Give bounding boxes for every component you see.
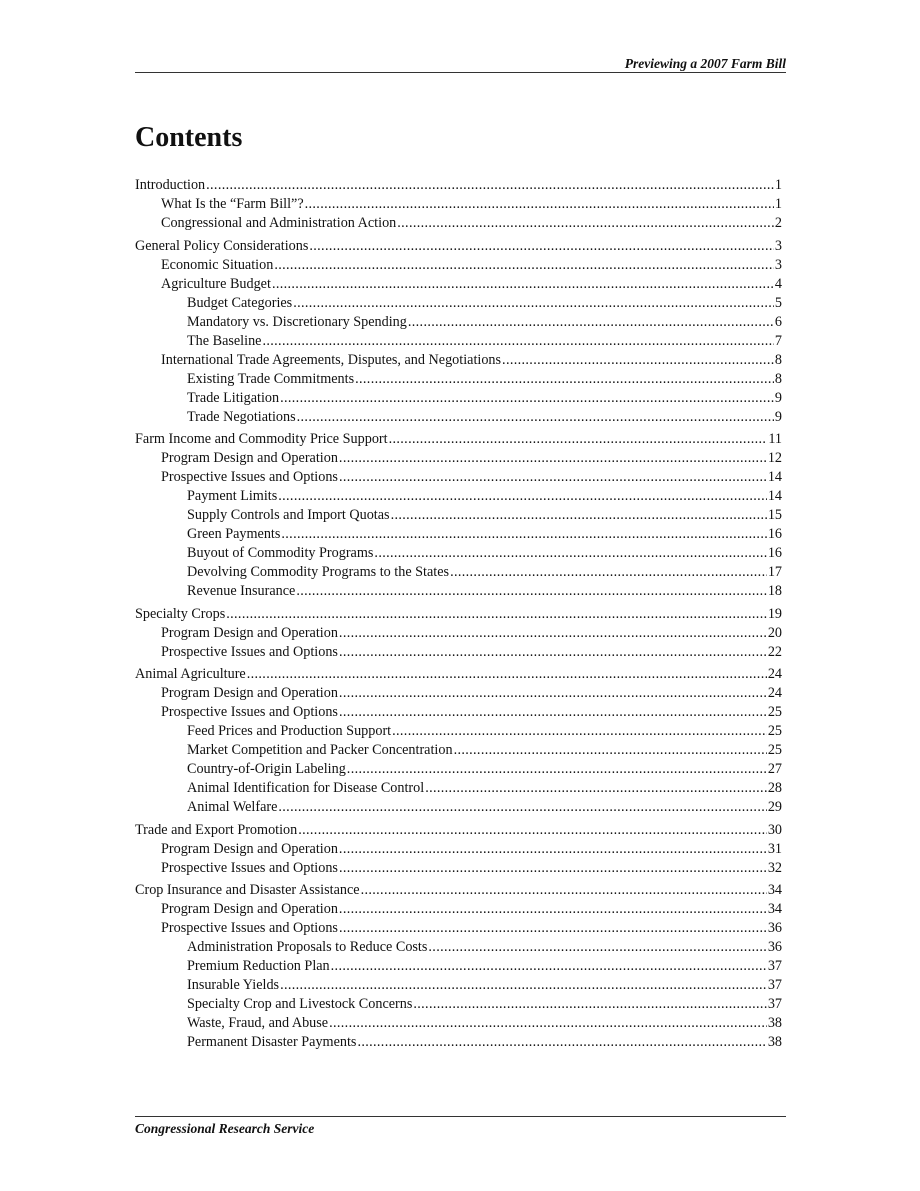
toc-entry-page-number: 14 xyxy=(767,469,782,485)
toc-entry-title: Prospective Issues and Options xyxy=(161,859,338,876)
toc-entry-page-number: 5 xyxy=(774,294,782,311)
toc-dot-leader xyxy=(331,957,767,976)
toc-entry[interactable] xyxy=(135,449,782,468)
toc-entry-page-number: 18 xyxy=(767,583,782,599)
toc-entry-page-number: 25 xyxy=(767,742,782,758)
toc-entry-page-number: 24 xyxy=(767,685,782,701)
toc-entry-page-number: 9 xyxy=(774,389,782,406)
toc-entry[interactable] xyxy=(135,195,782,214)
toc-entry-title: Introduction xyxy=(135,177,206,193)
toc-entry-page-number: 22 xyxy=(767,643,782,660)
footer-organization: Congressional Research Service xyxy=(135,1121,315,1136)
toc-entry-title: Program Design and Operation xyxy=(161,840,338,857)
toc-dot-leader xyxy=(280,389,774,408)
toc-entry-page-number: 24 xyxy=(767,666,782,682)
toc-entry-title: Animal Identification for Disease Control xyxy=(187,780,425,796)
toc-dot-leader xyxy=(339,840,767,859)
toc-entry-page-number: 32 xyxy=(767,859,782,876)
toc-dot-leader xyxy=(339,703,767,722)
toc-entry-page-number: 25 xyxy=(767,723,782,739)
toc-entry[interactable] xyxy=(135,506,782,525)
toc-entry-page-number: 17 xyxy=(767,564,782,580)
toc-dot-leader xyxy=(502,351,774,370)
toc-entry-title: The Baseline xyxy=(187,332,262,349)
toc-entry[interactable] xyxy=(135,760,782,779)
page-title: Contents xyxy=(135,122,243,153)
toc-dot-leader xyxy=(339,919,767,938)
toc-entry-title: Program Design and Operation xyxy=(161,685,338,701)
toc-entry[interactable] xyxy=(135,313,782,332)
toc-entry-title: Country-of-Origin Labeling xyxy=(187,761,346,777)
toc-entry-page-number: 37 xyxy=(767,958,782,974)
toc-dot-leader xyxy=(454,741,767,760)
toc-entry[interactable] xyxy=(135,624,782,643)
toc-entry[interactable] xyxy=(135,1033,782,1052)
toc-entry-page-number: 16 xyxy=(767,526,782,542)
toc-entry-title: Feed Prices and Production Support xyxy=(187,723,392,739)
toc-entry[interactable] xyxy=(135,237,782,256)
toc-entry-title: Congressional and Administration Action xyxy=(161,215,397,231)
toc-dot-leader xyxy=(296,582,766,601)
toc-dot-leader xyxy=(339,643,767,662)
toc-entry-page-number: 11 xyxy=(768,431,782,447)
toc-entry-page-number: 8 xyxy=(774,370,782,387)
toc-entry-title: Program Design and Operation xyxy=(161,901,338,917)
toc-dot-leader xyxy=(339,624,767,643)
toc-entry-title: Crop Insurance and Disaster Assistance xyxy=(135,882,360,898)
toc-entry-page-number: 31 xyxy=(767,840,782,857)
toc-entry-page-number: 7 xyxy=(774,332,782,349)
toc-entry-title: International Trade Agreements, Disputes, and Negotiations xyxy=(161,351,502,368)
toc-dot-leader xyxy=(280,976,767,995)
toc-entry-page-number: 6 xyxy=(774,313,782,330)
toc-dot-leader xyxy=(397,214,774,233)
toc-entry-page-number: 15 xyxy=(767,507,782,523)
toc-entry[interactable] xyxy=(135,332,782,351)
toc-entry[interactable] xyxy=(135,643,782,662)
toc-dot-leader xyxy=(206,176,774,195)
toc-entry-title: Specialty Crops xyxy=(135,605,226,622)
toc-dot-leader xyxy=(361,881,767,900)
toc-entry-title: Prospective Issues and Options xyxy=(161,704,338,720)
toc-entry-page-number: 20 xyxy=(767,624,782,641)
toc-entry-page-number: 30 xyxy=(767,821,782,838)
toc-dot-leader xyxy=(413,995,766,1014)
toc-entry-title: Payment Limits xyxy=(187,488,278,504)
toc-entry-page-number: 4 xyxy=(774,275,782,292)
toc-entry-title: Economic Situation xyxy=(161,256,274,273)
toc-dot-leader xyxy=(450,563,767,582)
toc-entry-page-number: 25 xyxy=(767,704,782,720)
toc-dot-leader xyxy=(339,449,767,468)
toc-entry-page-number: 3 xyxy=(774,237,782,254)
toc-entry[interactable] xyxy=(135,938,782,957)
toc-dot-leader xyxy=(355,370,774,389)
toc-entry-page-number: 28 xyxy=(767,780,782,796)
toc-entry[interactable] xyxy=(135,1014,782,1033)
toc-entry-title: Program Design and Operation xyxy=(161,450,338,466)
toc-entry[interactable] xyxy=(135,563,782,582)
toc-entry[interactable] xyxy=(135,605,782,624)
toc-dot-leader xyxy=(293,294,774,313)
toc-entry-page-number: 9 xyxy=(774,408,782,425)
toc-entry-title: Devolving Commodity Programs to the States xyxy=(187,564,450,580)
toc-entry-title: Prospective Issues and Options xyxy=(161,643,338,660)
toc-entry[interactable] xyxy=(135,582,782,601)
toc-entry[interactable] xyxy=(135,881,782,900)
toc-entry[interactable] xyxy=(135,389,782,408)
toc-entry[interactable] xyxy=(135,684,782,703)
toc-dot-leader xyxy=(408,313,774,332)
toc-entry[interactable] xyxy=(135,275,782,294)
toc-entry[interactable] xyxy=(135,430,782,449)
toc-entry-title: Insurable Yields xyxy=(187,977,280,993)
toc-entry-title: Revenue Insurance xyxy=(187,583,296,599)
toc-entry[interactable] xyxy=(135,722,782,741)
toc-entry-page-number: 8 xyxy=(774,351,782,368)
toc-entry-page-number: 12 xyxy=(767,450,782,466)
toc-entry-title: Administration Proposals to Reduce Costs xyxy=(187,939,428,955)
toc-entry[interactable] xyxy=(135,294,782,313)
toc-entry-page-number: 1 xyxy=(774,177,782,193)
toc-entry[interactable] xyxy=(135,525,782,544)
toc-entry-title: Agriculture Budget xyxy=(161,275,271,292)
toc-dot-leader xyxy=(274,256,774,275)
toc-entry-page-number: 1 xyxy=(774,196,782,212)
toc-entry-title: Specialty Crop and Livestock Concerns xyxy=(187,996,413,1012)
toc-entry-page-number: 2 xyxy=(774,215,782,231)
toc-dot-leader xyxy=(272,275,774,294)
toc-entry-title: Program Design and Operation xyxy=(161,624,338,641)
toc-entry[interactable] xyxy=(135,859,782,878)
toc-dot-leader xyxy=(339,859,767,878)
toc-entry-title: Premium Reduction Plan xyxy=(187,958,330,974)
toc-entry-page-number: 36 xyxy=(767,920,782,936)
running-header: Previewing a 2007 Farm Bill xyxy=(624,56,786,71)
toc-dot-leader xyxy=(374,544,766,563)
toc-entry-title: What Is the “Farm Bill”? xyxy=(161,196,304,212)
toc-dot-leader xyxy=(391,506,767,525)
toc-entry[interactable] xyxy=(135,544,782,563)
toc-entry[interactable] xyxy=(135,779,782,798)
toc-dot-leader xyxy=(298,821,767,840)
toc-entry[interactable] xyxy=(135,408,782,427)
toc-dot-leader xyxy=(339,900,767,919)
toc-entry-title: Trade Litigation xyxy=(187,389,280,406)
toc-dot-leader xyxy=(262,332,773,351)
toc-entry[interactable] xyxy=(135,665,782,684)
toc-entry-page-number: 16 xyxy=(767,545,782,561)
toc-entry[interactable] xyxy=(135,487,782,506)
toc-dot-leader xyxy=(305,195,774,214)
toc-dot-leader xyxy=(339,468,767,487)
toc-entry-page-number: 34 xyxy=(767,882,782,898)
toc-entry-title: Budget Categories xyxy=(187,294,293,311)
toc-entry-page-number: 34 xyxy=(767,901,782,917)
toc-entry-title: Trade and Export Promotion xyxy=(135,821,298,838)
toc-dot-leader xyxy=(425,779,767,798)
toc-entry[interactable] xyxy=(135,976,782,995)
toc-entry-title: Trade Negotiations xyxy=(187,408,296,425)
toc-entry[interactable] xyxy=(135,995,782,1014)
toc-entry[interactable] xyxy=(135,468,782,487)
toc-entry[interactable] xyxy=(135,840,782,859)
toc-entry-title: Permanent Disaster Payments xyxy=(187,1034,357,1050)
toc-entry[interactable] xyxy=(135,919,782,938)
toc-dot-leader xyxy=(309,237,774,256)
toc-entry-page-number: 29 xyxy=(767,799,782,815)
toc-entry-title: Existing Trade Commitments xyxy=(187,370,355,387)
toc-dot-leader xyxy=(392,722,767,741)
toc-entry[interactable] xyxy=(135,741,782,760)
toc-dot-leader xyxy=(339,684,767,703)
toc-entry-page-number: 36 xyxy=(767,939,782,955)
toc-entry-page-number: 19 xyxy=(767,605,782,622)
toc-dot-leader xyxy=(428,938,766,957)
toc-entry[interactable] xyxy=(135,370,782,389)
toc-entry[interactable] xyxy=(135,703,782,722)
toc-entry-title: Waste, Fraud, and Abuse xyxy=(187,1015,329,1031)
toc-entry[interactable] xyxy=(135,176,782,195)
toc-dot-leader xyxy=(357,1033,766,1052)
toc-entry-page-number: 37 xyxy=(767,977,782,993)
toc-dot-leader xyxy=(347,760,767,779)
header-rule xyxy=(135,72,786,73)
toc-entry-title: Farm Income and Commodity Price Support xyxy=(135,431,388,447)
toc-dot-leader xyxy=(278,487,767,506)
toc-entry-page-number: 37 xyxy=(767,996,782,1012)
toc-entry-title: Supply Controls and Import Quotas xyxy=(187,507,390,523)
toc-dot-leader xyxy=(389,430,768,449)
toc-entry-page-number: 27 xyxy=(767,761,782,777)
toc-entry[interactable] xyxy=(135,351,782,370)
toc-entry[interactable] xyxy=(135,214,782,233)
toc-dot-leader xyxy=(281,525,766,544)
toc-dot-leader xyxy=(297,408,774,427)
toc-entry-title: Animal Welfare xyxy=(187,799,278,815)
toc-entry-page-number: 14 xyxy=(767,488,782,504)
toc-entry-title: Animal Agriculture xyxy=(135,666,246,682)
toc-entry-title: Buyout of Commodity Programs xyxy=(187,545,374,561)
toc-entry-page-number: 38 xyxy=(767,1015,782,1031)
toc-entry[interactable] xyxy=(135,256,782,275)
toc-entry[interactable] xyxy=(135,900,782,919)
toc-entry[interactable] xyxy=(135,957,782,976)
toc-entry-page-number: 38 xyxy=(767,1034,782,1050)
toc-dot-leader xyxy=(329,1014,767,1033)
toc-entry[interactable] xyxy=(135,821,782,840)
toc-entry-title: Prospective Issues and Options xyxy=(161,920,338,936)
toc-entry-title: Prospective Issues and Options xyxy=(161,469,338,485)
toc-dot-leader xyxy=(247,665,767,684)
toc-dot-leader xyxy=(226,605,767,624)
toc-entry-title: Mandatory vs. Discretionary Spending xyxy=(187,313,407,330)
toc-entry-page-number: 3 xyxy=(774,256,782,273)
toc-dot-leader xyxy=(278,798,766,817)
toc-entry-title: Market Competition and Packer Concentration xyxy=(187,742,453,758)
toc-entry-title: General Policy Considerations xyxy=(135,237,309,254)
table-of-contents xyxy=(135,176,782,1052)
toc-entry[interactable] xyxy=(135,798,782,817)
toc-entry-title: Green Payments xyxy=(187,526,281,542)
footer-rule xyxy=(135,1116,786,1117)
